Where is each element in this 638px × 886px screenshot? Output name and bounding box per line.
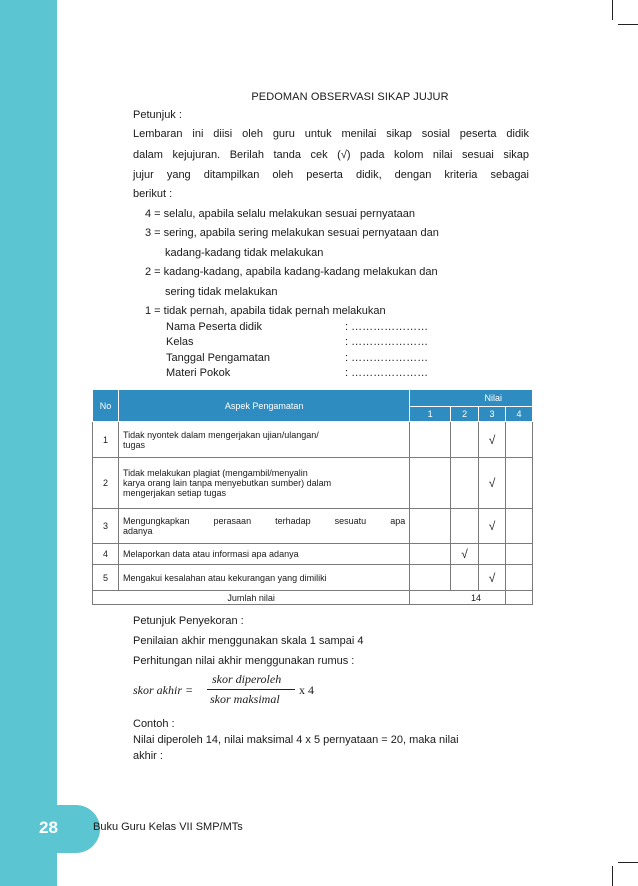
total-row bbox=[93, 591, 533, 605]
header-nilai: Nilai bbox=[410, 390, 533, 407]
row-aspek bbox=[118, 458, 409, 509]
score-cell bbox=[410, 565, 451, 591]
row-number: 1 bbox=[93, 422, 119, 458]
total-label: Jumlah nilai bbox=[93, 591, 410, 605]
criteria-3-cont: kadang-kadang tidak melakukan bbox=[165, 247, 324, 259]
score-cell bbox=[506, 544, 533, 565]
crop-mark bbox=[612, 0, 613, 20]
table-row bbox=[93, 565, 533, 591]
total-value: 14 bbox=[410, 591, 506, 605]
penyekoran-line: Penilaian akhir menggunakan skala 1 sampai 4 bbox=[133, 635, 364, 647]
identity-value: : ………………… bbox=[345, 352, 429, 364]
formula-multiplier: x 4 bbox=[299, 683, 314, 697]
row-aspek bbox=[118, 565, 409, 591]
side-color-band bbox=[0, 0, 57, 886]
crop-mark bbox=[618, 24, 638, 25]
identity-label: Kelas bbox=[166, 336, 194, 348]
total-blank-cell bbox=[506, 591, 533, 605]
criteria-1: 1 = tidak pernah, apabila tidak pernah melakukan bbox=[145, 305, 386, 317]
header-score-3: 3 bbox=[479, 407, 506, 422]
petunjuk-line: berikut : bbox=[133, 188, 173, 200]
formula-numerator: skor diperoleh bbox=[212, 672, 282, 686]
check-mark: √ bbox=[479, 422, 506, 458]
petunjuk-line: jujur yang ditampilkan oleh peserta didik, dengan kriteria sebagai bbox=[133, 169, 529, 181]
row-aspek bbox=[118, 509, 409, 544]
aspek-line: mengerjakan setiap tugas bbox=[122, 488, 227, 498]
check-mark: √ bbox=[479, 509, 506, 544]
aspek-line: Mengakui kesalahan atau kekurangan yang dimiliki bbox=[122, 572, 327, 583]
score-cell bbox=[451, 422, 479, 458]
criteria-2: 2 = kadang-kadang, apabila kadang-kadang melakukan dan bbox=[145, 266, 438, 278]
formula-lhs: skor akhir = bbox=[133, 683, 194, 697]
score-cell bbox=[451, 565, 479, 591]
page-number-badge bbox=[14, 805, 100, 853]
table-row bbox=[93, 544, 533, 565]
aspek-line: Tidak melakukan plagiat (mengambil/menyalin bbox=[122, 468, 308, 478]
penyekoran-heading: Petunjuk Penyekoran : bbox=[133, 615, 244, 627]
check-mark: √ bbox=[451, 544, 479, 565]
crop-mark bbox=[612, 866, 613, 886]
row-aspek bbox=[118, 422, 409, 458]
score-cell bbox=[506, 509, 533, 544]
score-cell bbox=[506, 458, 533, 509]
table-row bbox=[93, 458, 533, 509]
row-number: 3 bbox=[93, 509, 119, 544]
aspek-line: adanya bbox=[122, 526, 153, 536]
identity-value: : ………………… bbox=[345, 336, 429, 348]
observation-table bbox=[92, 389, 533, 605]
score-cell bbox=[479, 544, 506, 565]
score-cell bbox=[410, 544, 451, 565]
identity-value: : ………………… bbox=[345, 321, 429, 333]
row-number: 2 bbox=[93, 458, 119, 509]
identity-label: Materi Pokok bbox=[166, 367, 231, 379]
header-score-1: 1 bbox=[410, 407, 451, 422]
check-mark: √ bbox=[479, 458, 506, 509]
contoh-heading: Contoh : bbox=[133, 718, 175, 730]
row-aspek bbox=[118, 544, 409, 565]
petunjuk-line: Lembaran ini diisi oleh guru untuk menilai sikap sosial peserta didik bbox=[133, 128, 529, 140]
book-title: Buku Guru Kelas VII SMP/MTs bbox=[93, 821, 243, 833]
penyekoran-line: Perhitungan nilai akhir menggunakan rumus : bbox=[133, 655, 355, 667]
petunjuk-heading: Petunjuk : bbox=[133, 109, 182, 121]
aspek-line: Mengungkapkan perasaan terhadap sesuatu apa bbox=[122, 516, 406, 526]
table-row bbox=[93, 509, 533, 544]
aspek-line: Tidak nyontek dalam mengerjakan ujian/ulangan/ bbox=[122, 429, 319, 440]
row-number: 5 bbox=[93, 565, 119, 591]
header-aspek: Aspek Pengamatan bbox=[118, 390, 409, 422]
check-mark: √ bbox=[479, 565, 506, 591]
crop-mark bbox=[618, 862, 638, 863]
fraction-bar bbox=[207, 689, 295, 690]
aspek-line: Melaporkan data atau informasi apa adanya bbox=[122, 549, 299, 559]
identity-value: : ………………… bbox=[345, 367, 429, 379]
header-no: No bbox=[93, 390, 119, 422]
table-row bbox=[93, 422, 533, 458]
page-title: PEDOMAN OBSERVASI SIKAP JUJUR bbox=[251, 91, 449, 103]
formula-denominator: skor maksimal bbox=[210, 692, 280, 706]
identity-label: Nama Peserta didik bbox=[166, 321, 262, 333]
score-cell bbox=[506, 565, 533, 591]
page-number: 28 bbox=[39, 818, 58, 837]
criteria-3: 3 = sering, apabila sering melakukan sesuai pernyataan dan bbox=[145, 227, 439, 239]
aspek-line: karya orang lain tanpa menyebutkan sumber) dalam bbox=[122, 478, 332, 488]
header-score-4: 4 bbox=[506, 407, 533, 422]
score-cell bbox=[451, 509, 479, 544]
row-number: 4 bbox=[93, 544, 119, 565]
criteria-4: 4 = selalu, apabila selalu melakukan sesuai pernyataan bbox=[145, 208, 415, 220]
score-cell bbox=[451, 458, 479, 509]
petunjuk-line: dalam kejujuran. Berilah tanda cek (√) pada kolom nilai sesuai sikap bbox=[133, 149, 529, 161]
score-cell bbox=[410, 509, 451, 544]
score-cell bbox=[410, 422, 451, 458]
aspek-line: tugas bbox=[122, 439, 145, 450]
contoh-line: akhir : bbox=[133, 750, 163, 762]
criteria-2-cont: sering tidak melakukan bbox=[165, 286, 278, 298]
score-cell bbox=[506, 422, 533, 458]
identity-label: Tanggal Pengamatan bbox=[166, 352, 270, 364]
contoh-line: Nilai diperoleh 14, nilai maksimal 4 x 5 pernyataan = 20, maka nilai bbox=[133, 734, 459, 746]
header-score-2: 2 bbox=[451, 407, 479, 422]
score-cell bbox=[410, 458, 451, 509]
